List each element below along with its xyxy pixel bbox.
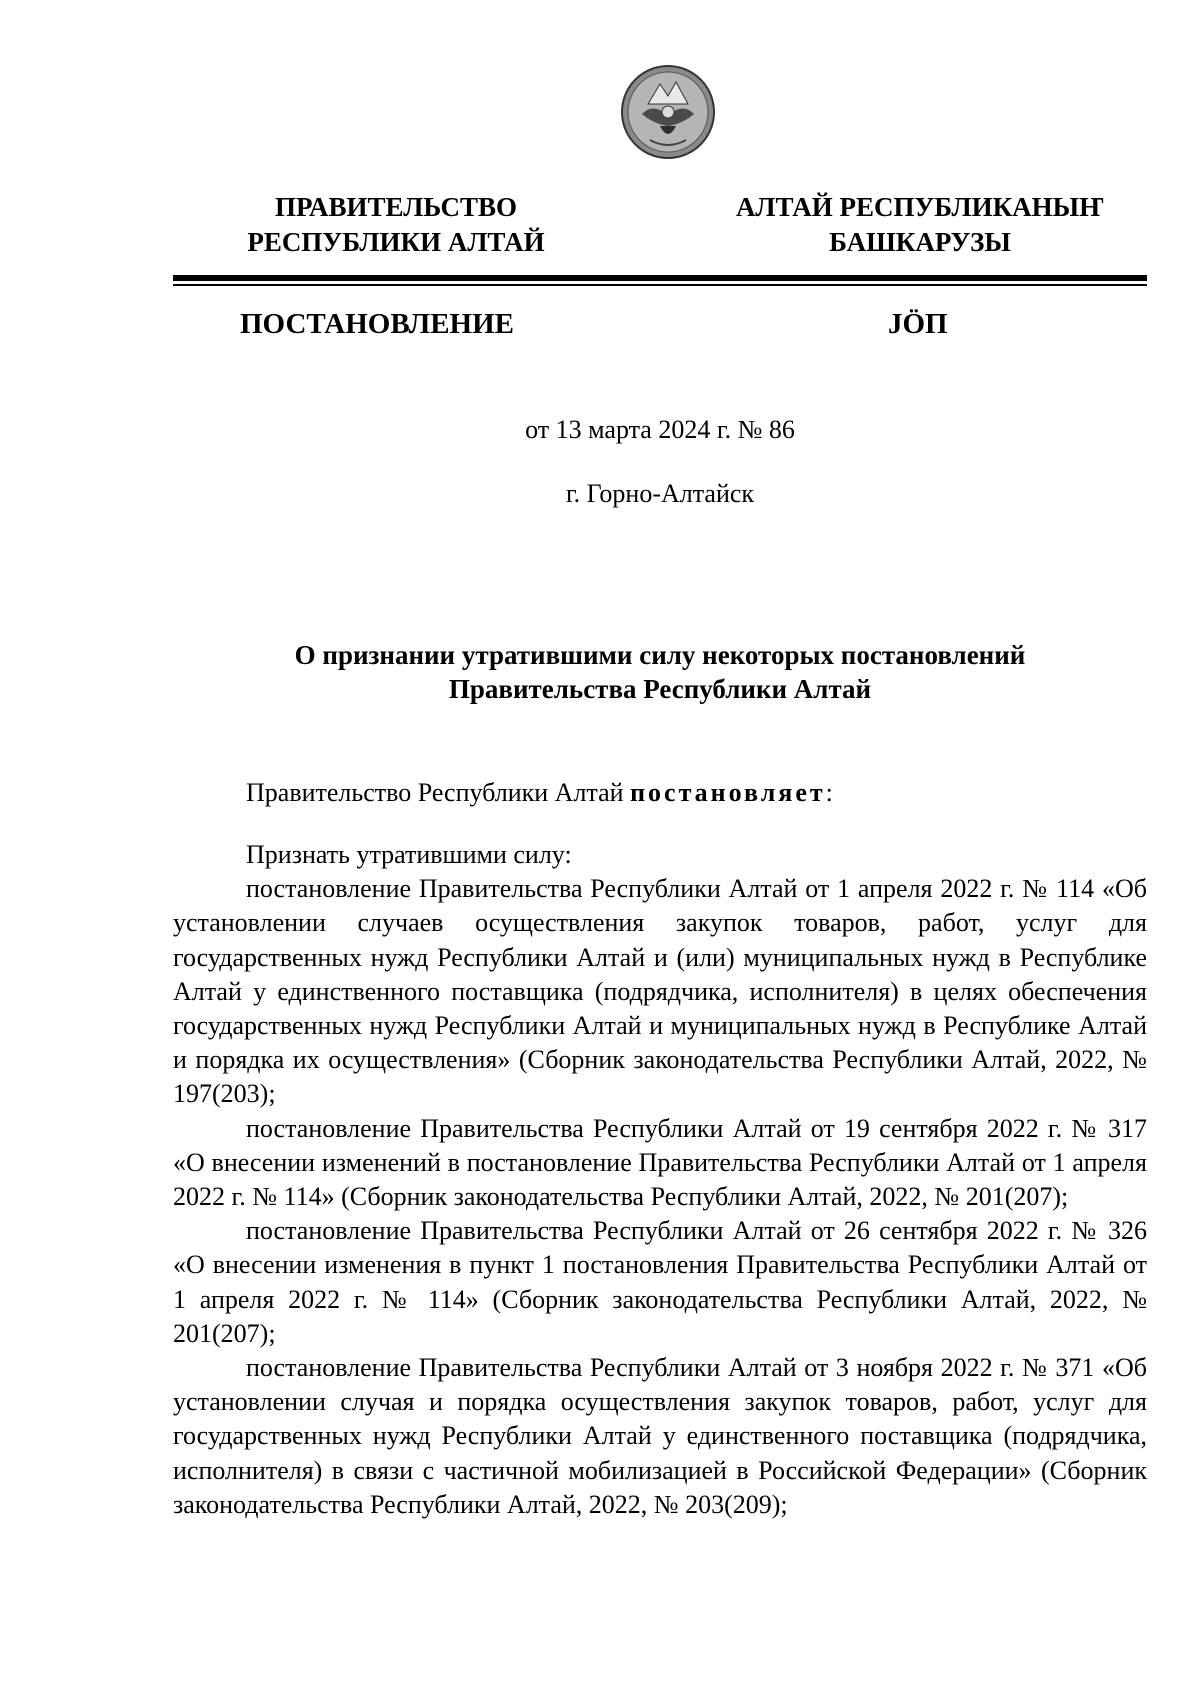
date-and-number: от 13 марта 2024 г. № 86 bbox=[525, 415, 795, 444]
document-title-line1: О признании утратившими силу некоторых постановлений bbox=[294, 640, 1026, 670]
list-item: постановление Правительства Республики Алтай от 26 сентября 2022 г. № 326 «О внесении изменения в пункт 1 постановления Правительства Республики Алтай от 1 апреля 2022 г. № 114» (Сборник законодательства Республики Алтай, 2022, № 201(207); bbox=[173, 1216, 1147, 1348]
org-name-russian bbox=[228, 190, 564, 260]
list-item: постановление Правительства Республики Алтай от 3 ноября 2022 г. № 371 «Об установлении случая и порядка осуществления закупок товаров, работ, услуг для государственных нужд Республики Алтай у единственного поставщика (подрядчика, исполнителя) в связи с частичной мобилизацией в Российской Федерации» (Сборник законодательства Республики Алтай, 2022, № 203(209); bbox=[173, 1353, 1147, 1519]
org-name-russian-line2: РЕСПУБЛИКИ АЛТАЙ bbox=[247, 227, 545, 257]
repealed-acts-list bbox=[173, 838, 1147, 1522]
document-title bbox=[230, 638, 1090, 706]
city: г. Горно-Алтайск bbox=[565, 479, 755, 508]
org-name-altai-line1: АЛТАЙ РЕСПУБЛИКАНЫҤ bbox=[735, 192, 1105, 222]
header-divider-thin bbox=[173, 284, 1147, 286]
list-item: постановление Правительства Республики Алтай от 1 апреля 2022 г. № 114 «Об установлении случаев осуществления закупок товаров, работ, услуг для государственных нужд Республики Алтай и (или) муниципальных нужд в Республике Алтай у единственного поставщика (подрядчика, исполнителя) в целях обеспечения государственных нужд Республики Алтай и муниципальных нужд в Республике Алтай и порядка их осуществления» (Сборник законодательства Республики Алтай, 2022, № 197(203); bbox=[173, 874, 1147, 1109]
org-name-altai bbox=[732, 190, 1108, 260]
list-intro: Признать утратившими силу: bbox=[246, 840, 572, 869]
org-name-altai-line2: БАШКАРУЗЫ bbox=[829, 227, 1011, 257]
decree-statement bbox=[173, 776, 1147, 810]
decree-prefix: Правительство Республики Алтай bbox=[246, 778, 631, 807]
decree-word: постановляет bbox=[630, 778, 826, 807]
list-item: постановление Правительства Республики Алтай от 19 сентября 2022 г. № 317 «О внесении изменений в постановление Правительства Республики Алтай от 1 апреля 2022 г. № 114» (Сборник законодательства Республики Алтай, 2022, № 201(207); bbox=[173, 1113, 1147, 1212]
decree-suffix: : bbox=[825, 778, 833, 807]
document-title-line2: Правительства Республики Алтай bbox=[448, 674, 872, 704]
org-name-russian-line1: ПРАВИТЕЛЬСТВО bbox=[274, 192, 518, 222]
header-divider-thick bbox=[173, 275, 1147, 281]
doc-type-russian: ПОСТАНОВЛЕНИЕ bbox=[240, 308, 515, 340]
altai-republic-coat-of-arms-icon bbox=[620, 64, 716, 160]
doc-type-altai: JÖП bbox=[888, 308, 948, 340]
